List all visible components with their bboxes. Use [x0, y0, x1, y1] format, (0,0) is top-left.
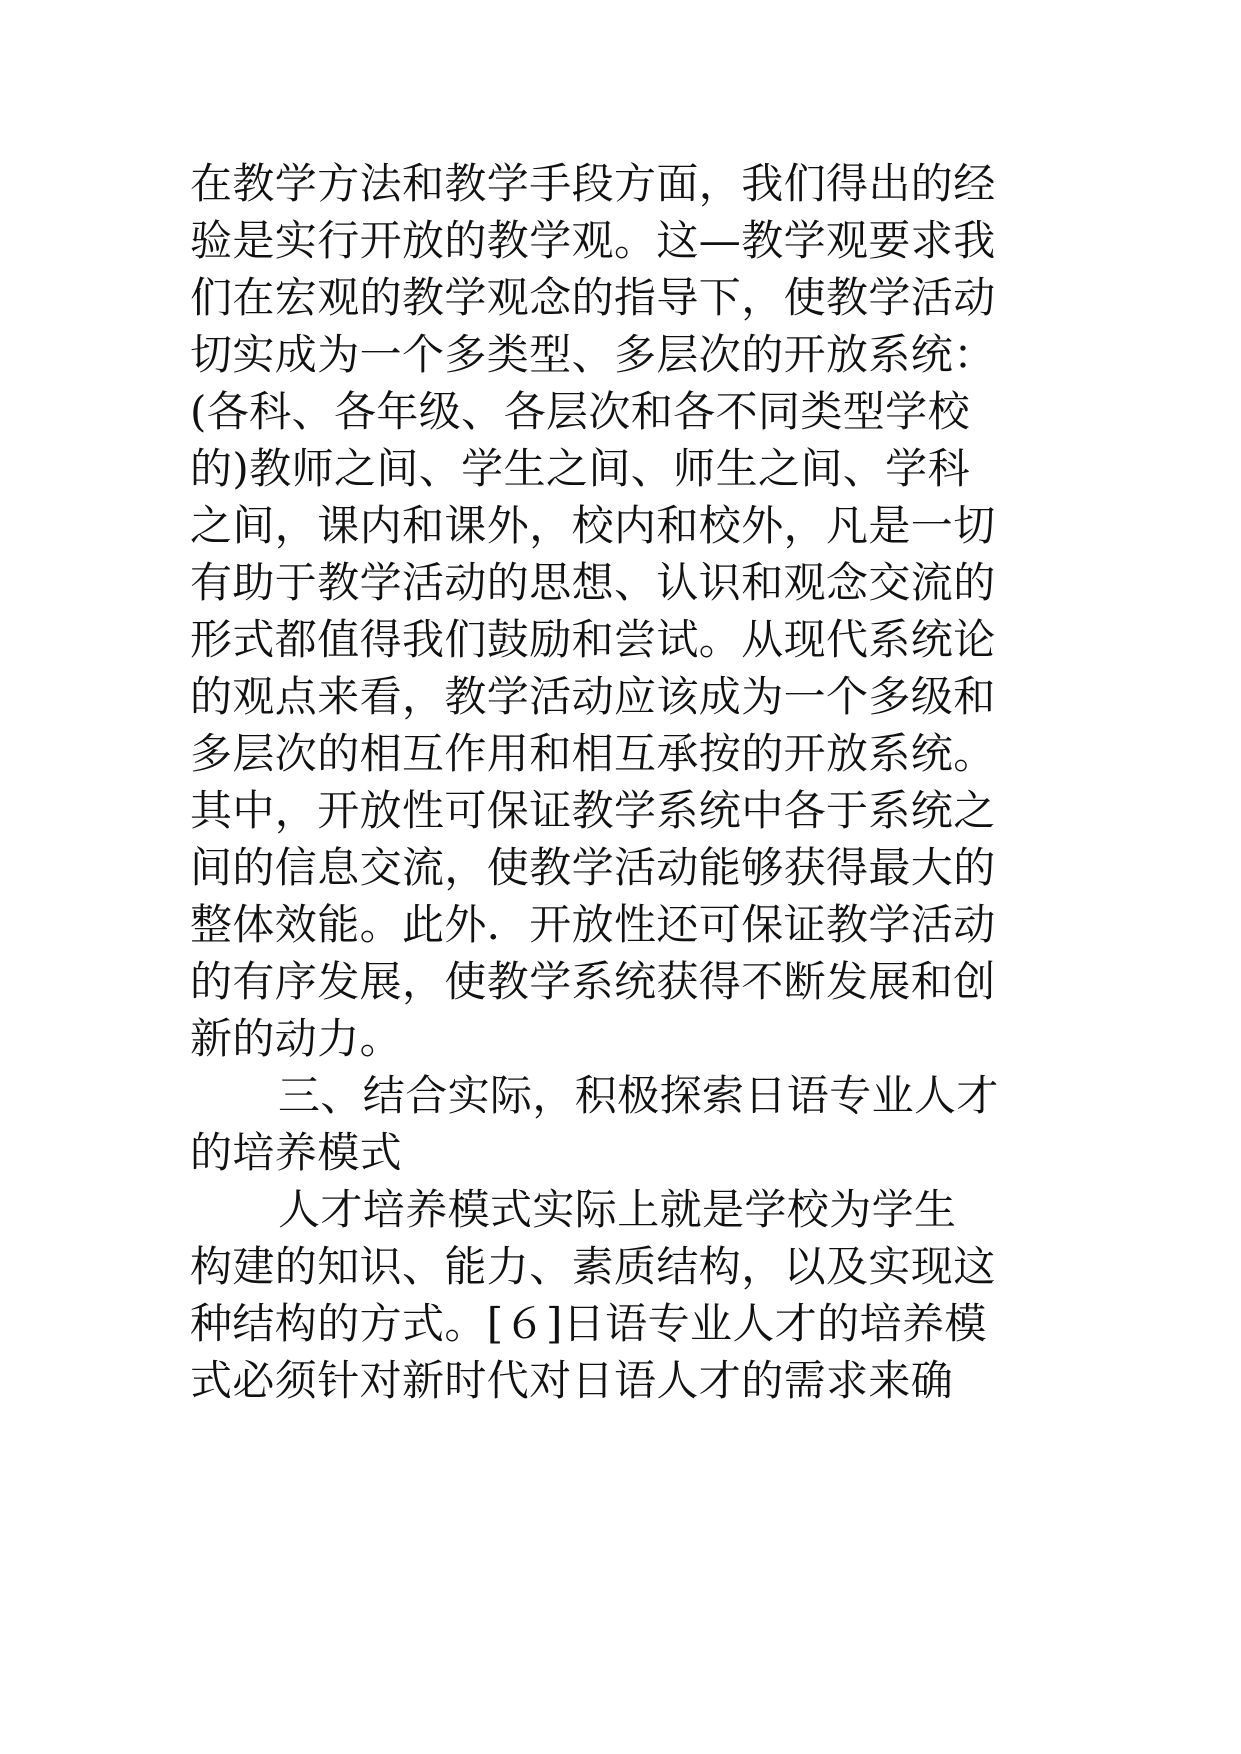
text-line: 切实成为一个多类型、多层次的开放系统： — [190, 330, 996, 379]
text-line: 验是实行开放的教学观。这—教学观要求我 — [190, 216, 996, 265]
text-line: (各科、各年级、各层次和各不同类型学校 — [190, 387, 970, 436]
text-line: 构建的知识、能力、素质结构，以及实现这 — [190, 1242, 996, 1291]
text-line: 的)教师之间、学生之间、师生之间、学科 — [190, 444, 970, 493]
text-line: 其中，开放性可保证教学系统中各于系统之 — [190, 786, 996, 835]
section-heading: 三、结合实际，积极探索日语专业人才 — [278, 1071, 999, 1120]
body-text — [190, 155, 1070, 1409]
text-line: 的观点来看，教学活动应该成为一个多级和 — [190, 672, 996, 721]
text-line: 种结构的方式。[６]日语专业人才的培养模 — [190, 1299, 987, 1348]
text-line: 之间，课内和课外，校内和校外，凡是一切 — [190, 501, 996, 550]
paragraph-start-line: 人才培养模式实际上就是学校为学生 — [278, 1185, 957, 1234]
text-line: 有助于教学活动的思想、认识和观念交流的 — [190, 558, 996, 607]
text-line: 形式都值得我们鼓励和尝试。从现代系统论 — [190, 615, 996, 664]
text-line: 在教学方法和教学手段方面，我们得出的经 — [190, 159, 996, 208]
text-line: 新的动力。 — [190, 1014, 403, 1063]
text-line: 间的信息交流，使教学活动能够获得最大的 — [190, 843, 996, 892]
text-line: 整体效能。此外．开放性还可保证教学活动 — [190, 900, 996, 949]
text-line: 式必须针对新时代对日语人才的需求来确 — [190, 1356, 954, 1405]
text-line: 们在宏观的教学观念的指导下，使教学活动 — [190, 273, 996, 322]
text-line: 多层次的相互作用和相互承按的开放系统。 — [190, 729, 996, 778]
section-heading-continued: 的培养模式 — [190, 1128, 403, 1177]
text-line: 的有序发展，使教学系统获得不断发展和创 — [190, 957, 996, 1006]
